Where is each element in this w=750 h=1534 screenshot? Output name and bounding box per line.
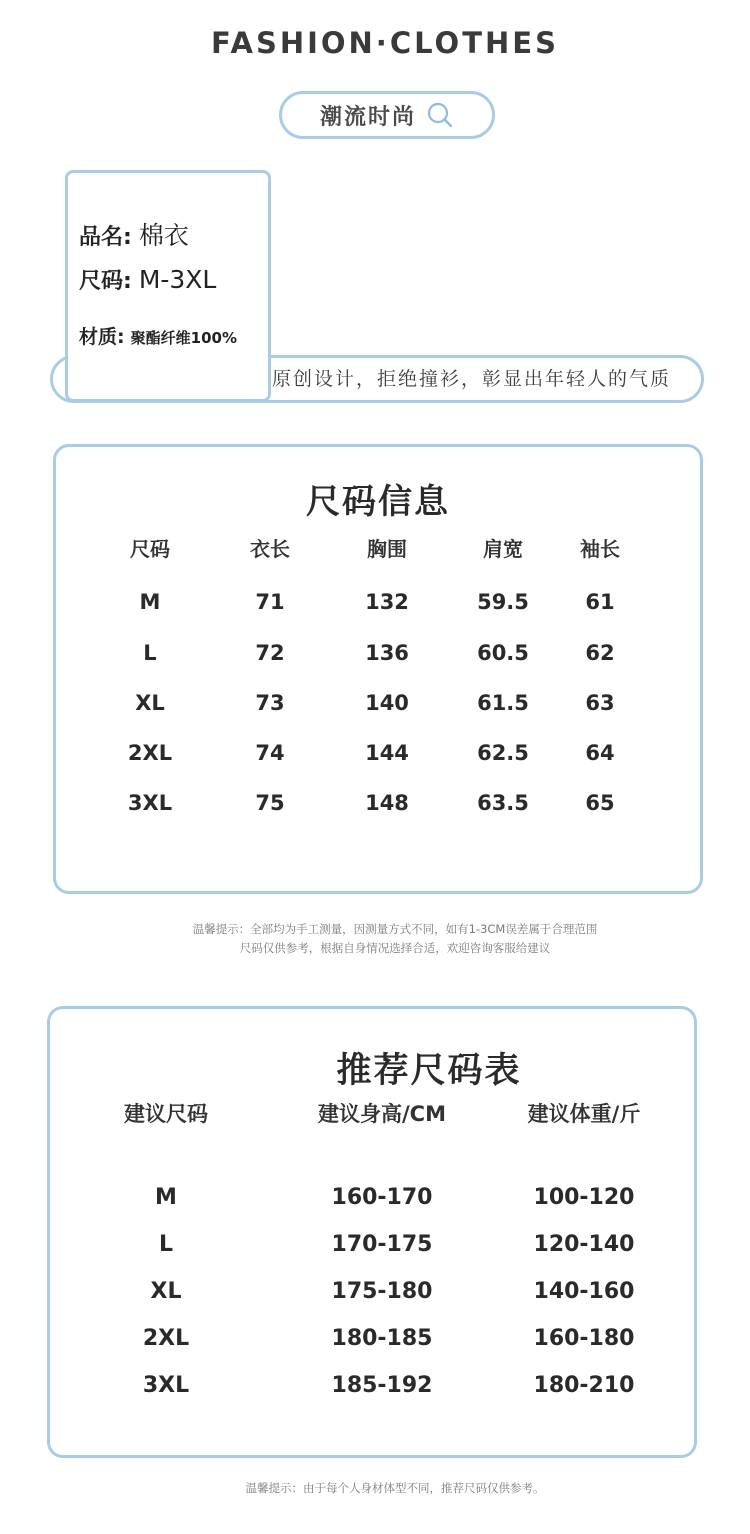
table-cell: 71 (255, 590, 285, 614)
table-cell: 74 (255, 741, 285, 765)
table-cell: M (139, 590, 161, 614)
measurement-note-line1: 温馨提示：全部均为手工测量，因测量方式不同，如有1-3CM误差属于合理范围 (192, 922, 598, 936)
table-cell: 59.5 (477, 590, 529, 614)
table-cell: 140-160 (533, 1279, 635, 1304)
table-cell: 170-175 (331, 1232, 433, 1257)
product-size-row (79, 264, 216, 295)
table-cell: 148 (365, 791, 409, 815)
table-cell: 100-120 (533, 1185, 635, 1210)
table-header: 建议身高/CM (318, 1102, 446, 1126)
product-size-label: 尺码: (79, 269, 132, 294)
table-cell: 175-180 (331, 1279, 433, 1304)
table-cell: 144 (365, 741, 409, 765)
table-cell: 63 (585, 691, 615, 715)
tagline-pill (279, 91, 495, 139)
table-header: 建议尺码 (124, 1102, 208, 1126)
product-material-label: 材质: (79, 326, 125, 348)
table-cell: 160-170 (331, 1185, 433, 1210)
product-material-row (79, 322, 237, 349)
table-cell: 61.5 (477, 691, 529, 715)
table-cell: 64 (585, 741, 615, 765)
table-cell: M (155, 1185, 177, 1210)
table-cell: 62 (585, 641, 615, 665)
table-cell: 3XL (127, 791, 173, 815)
slogan-text: 原创设计，拒绝撞衫，彰显出年轻人的气质 (272, 368, 672, 390)
size-info-title: 尺码信息 (306, 482, 450, 522)
table-cell: 180-210 (533, 1373, 635, 1398)
recommend-note: 温馨提示：由于每个人身材体型不同，推荐尺码仅供参考。 (245, 1481, 545, 1495)
recommend-title: 推荐尺码表 (336, 1051, 522, 1091)
table-cell: 3XL (142, 1373, 190, 1398)
table-cell: 63.5 (477, 791, 529, 815)
table-cell: 60.5 (477, 641, 529, 665)
table-cell: L (143, 641, 157, 665)
table-cell: L (158, 1232, 174, 1257)
table-cell: 120-140 (533, 1232, 635, 1257)
brand-title: FASHION·CLOTHES (211, 26, 559, 60)
measurement-note (0, 920, 750, 958)
table-cell: XL (135, 691, 165, 715)
table-cell: XL (150, 1279, 182, 1304)
product-size-value: M-3XL (138, 265, 217, 294)
table-header: 建议体重/斤 (527, 1102, 641, 1126)
table-cell: 136 (365, 641, 409, 665)
table-cell: 140 (365, 691, 409, 715)
table-header: 肩宽 (483, 537, 523, 561)
table-cell: 73 (255, 691, 285, 715)
table-header: 衣长 (250, 537, 290, 561)
table-cell: 62.5 (477, 741, 529, 765)
table-cell: 180-185 (331, 1326, 433, 1351)
product-material-value: 聚酯纤维100% (130, 329, 237, 347)
product-name-label: 品名: (79, 225, 132, 250)
product-name-row (79, 216, 189, 252)
table-cell: 72 (255, 641, 285, 665)
table-cell: 2XL (127, 741, 173, 765)
table-cell: 61 (585, 590, 615, 614)
table-cell: 185-192 (331, 1373, 433, 1398)
table-cell: 160-180 (533, 1326, 635, 1351)
table-cell: 75 (255, 791, 285, 815)
table-cell: 2XL (142, 1326, 190, 1351)
table-header: 袖长 (580, 537, 620, 561)
product-name-value: 棉衣 (138, 221, 189, 250)
table-header: 胸围 (367, 537, 407, 561)
table-cell: 132 (365, 590, 409, 614)
table-header: 尺码 (130, 537, 170, 561)
measurement-note-line2: 尺码仅供参考，根据自身情况选择合适，欢迎咨询客服给建议 (239, 941, 551, 955)
tagline-text: 潮流时尚 (319, 104, 416, 130)
table-cell: 65 (585, 791, 615, 815)
search-icon (426, 101, 454, 129)
